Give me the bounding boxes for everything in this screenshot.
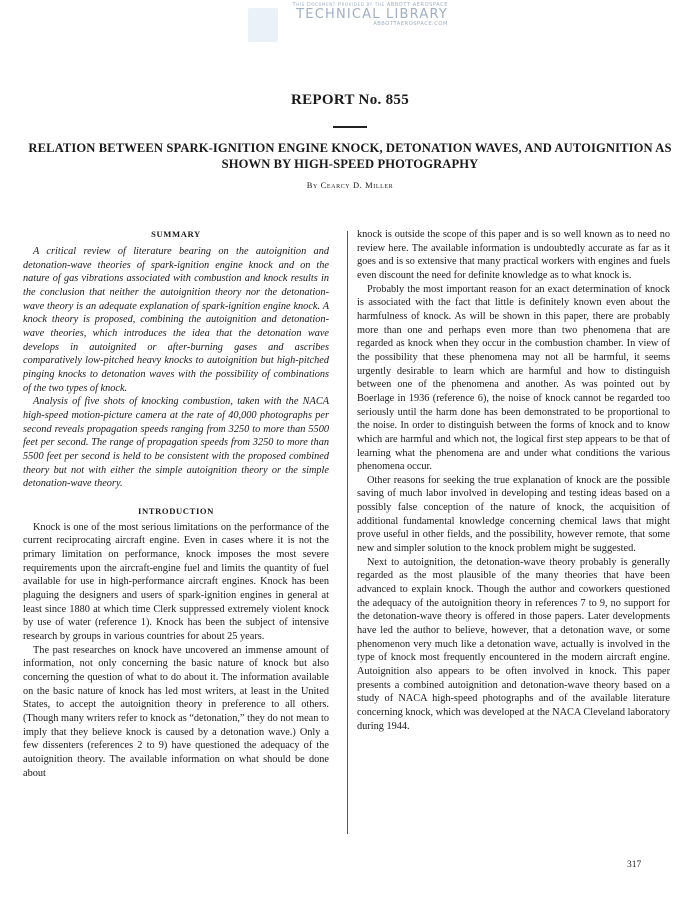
right-column [357,228,670,733]
author-byline: By Cearcy D. Miller [306,180,394,190]
column-divider [347,231,348,834]
summary-paragraph: A critical review of literature bearing on the autoignition and detonation-wave theories of spark-ignition engine knock and on the nature of gas vibrations associated with combustion and knock results in the conclusion that neither the autoignition theory nor the detonation-wave theory is an adequate explanation of spark-ignition engine knock. A knock theory is proposed, combining the autoignition and detonation-wave theories, which introduces the idea that the detonation wave develops in autoignited or after-burning gases and ascribes comparatively low-pitched heavy knocks to autoignition but high-pitched pinging knocks to detonation waves with the possibility of combinations of the two types of knock. [23,246,329,394]
watermark-url: ABBOTTAEROSPACE.COM [373,21,448,27]
summary-paragraph: Analysis of five shots of knocking combustion, taken with the NACA high-speed motion-picture camera at the rate of 40,000 photographs per second reveals propagation speeds ranging from 3250 to more than 5500 feet per second. The range of propagation speeds from 3250 to more than 5500 feet per second is held to be consistent with the proposed combined theory but not with either the simple autoignition theory or the simple detonation-wave theory. [23,396,329,490]
summary-section [23,228,329,491]
page-number: 317 [627,860,642,870]
body-paragraph: Next to autoignition, the detonation-wave theory probably is generally regarded as the most plausible of the many theories that have been advanced to explain knock. Though the author and coworkers questioned the adequacy of the autoignition theory in references 7 to 9, no support for the detonation-wave theory is offered in those papers. Later developments have led the author to believe, however, that a detonation wave, or some phenomenon very much like a detonation wave, actually is involved in the type of knock most frequently encountered in the modern aircraft engine. Autoignition also appears to be often involved in knock. This paper presents a combined autoignition and detonation-wave theory based on a study of NACA high-speed photographs and of the available literature concerning knock, which was developed at the NACA Cleveland laboratory during 1944. [357,556,670,732]
paper-title: RELATION BETWEEN SPARK-IGNITION ENGINE KNOCK, DETONATION WAVES, AND AUTOIGNITION AS SHOWN BY HIGH-SPEED PHOTOGRAPHY [28,141,672,171]
title-divider [333,126,367,128]
body-paragraph: Knock is one of the most serious limitations on the performance of the current reciprocating aircraft engine. Even in cases where it is not the primary limitation on performance, knock imposes the most severe requirements upon the aircraft-engine fuel and limits the quantity of fuel available for use in high-performance aircraft engines. Knock has been plaguing the designers and users of spark-ignition engines in general at least since 1880 at which time Clerk suppressed extremely violent knock by use of water (reference 1). Knock has been the subject of intensive research by groups in various countries for about 25 years. [23,521,329,643]
body-paragraph: The past researches on knock have uncovered an immense amount of information, not only concerning the basic nature of knock but also concerning the question of what to do about it. The information available on the basic nature of knock has led most writers, at least in the United States, to accept the autoignition theory in preference to all others. (Though many writers refer to knock as “detonation,” they do not mean to imply that they believe knock is caused by a detonation wave.) Only a few dissenters (references 2 to 9) have questioned the adequacy of the autoignition theory. The available information on what should be done about [23,644,329,779]
introduction-heading: INTRODUCTION [138,505,214,516]
report-number: REPORT No. 855 [291,92,409,108]
summary-heading: SUMMARY [151,229,201,239]
watermark-library-name: TECHNICAL LIBRARY [296,7,448,22]
body-paragraph: Other reasons for seeking the true explanation of knock are the possible saving of much labor involved in developing and testing ideas based on a possibly false conception of the nature of knock, the acquisition of additional fundamental knowledge concerning chemical laws that might prove useful in other fields, and the possibility, however remote, that some new and simpler solution to the knock problem might be suggested. [357,474,670,555]
body-paragraph-continued: knock is outside the scope of this paper and is so well known as to need no review here. The available information is undoubtedly accurate as far as it goes and is so extensive that many practical workers with engines and fuels even discount the need for definite knowledge as to what knock is. [357,229,670,281]
watermark [248,2,448,28]
left-column [23,228,329,780]
watermark-provider-text: This Document Provided by the ABBOTT AEROSPACE [292,2,448,8]
body-paragraph: Probably the most important reason for an exact determination of knock is associated with the fact that little is definitely known even about the harmfulness of knock. As will be shown in this paper, there are probably more than one and perhaps even more than two phenomena that are regarded as knock when they occur in the combustion chamber. In view of the possibility that these phenomena may not all be harmful, it seems urgently desirable to learn which are harmful and how to distinguish between one of the phenomena and another. As was pointed out by Boerlage in 1936 (reference 6), the noise of knock cannot be regarded too seriously until the harm done has been demonstrated to be proportional to the noise. In order to distinguish between the forms of knock and to know which are harmful and which not, the logical first step appears to be that of learning what the phenomena are and under what conditions the various phenomena occur. [357,283,670,473]
